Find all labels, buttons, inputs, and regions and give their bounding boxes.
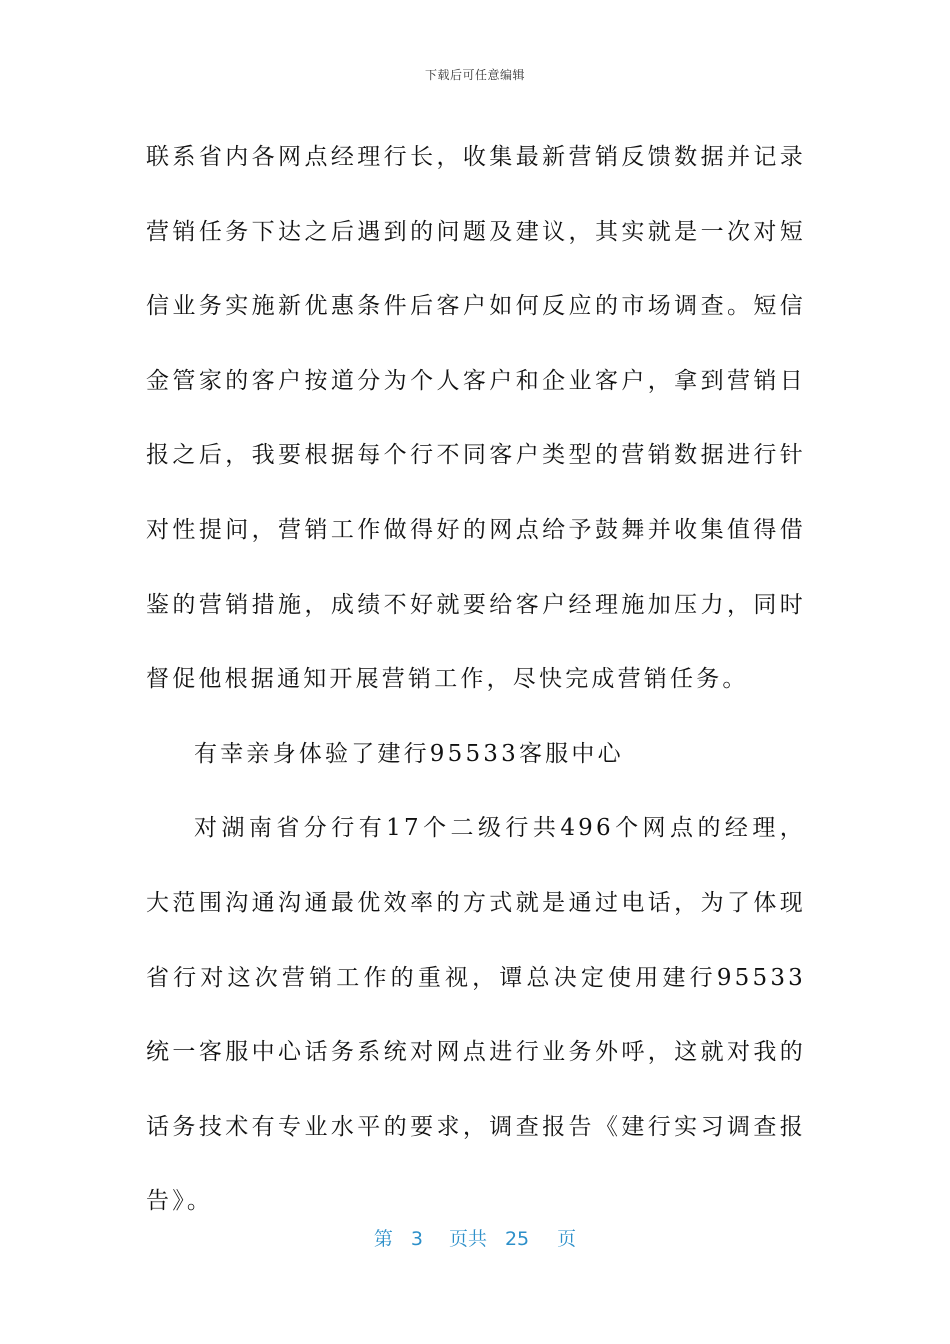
document-body [146, 120, 806, 1239]
current-page-number: 3 [410, 1228, 423, 1250]
paragraph-1: 联系省内各网点经理行长，收集最新营销反馈数据并记录营销任务下达之后遇到的问题及建议，其实就是一次对短信业务实施新优惠条件后客户如何反应的市场调查。短信金管家的客户按道分为个人客户和企业客户，拿到营销日报之后，我要根据每个行不同客户类型的营销数据进行针对性提问，营销工作做得好的网点给予鼓舞并收集值得借鉴的营销措施，成绩不好就要给客户经理施加压力，同时督促他根据通知开展营销工作，尽快完成营销任务。 [146, 144, 806, 693]
paragraph-3: 对湖南省分行有17个二级行共496个网点的经理，大范围沟通沟通最优效率的方式就是通过电话，为了体现省行对这次营销工作的重视，谭总决定使用建行95533统一客服中心话务系统对网点进行业务外呼，这就对我的话务技术有专业水平的要求，调查报告《建行实习调查报告》。 [146, 815, 806, 1215]
page-footer [0, 1224, 950, 1251]
header-note: 下载后可任意编辑 [424, 68, 525, 82]
total-pages-number: 25 [504, 1228, 530, 1250]
footer-suffix: 页 [557, 1228, 577, 1250]
footer-prefix: 第 [373, 1228, 393, 1250]
footer-middle: 页共 [448, 1228, 487, 1250]
paragraph-2: 有幸亲身体验了建行95533客服中心 [194, 740, 624, 767]
